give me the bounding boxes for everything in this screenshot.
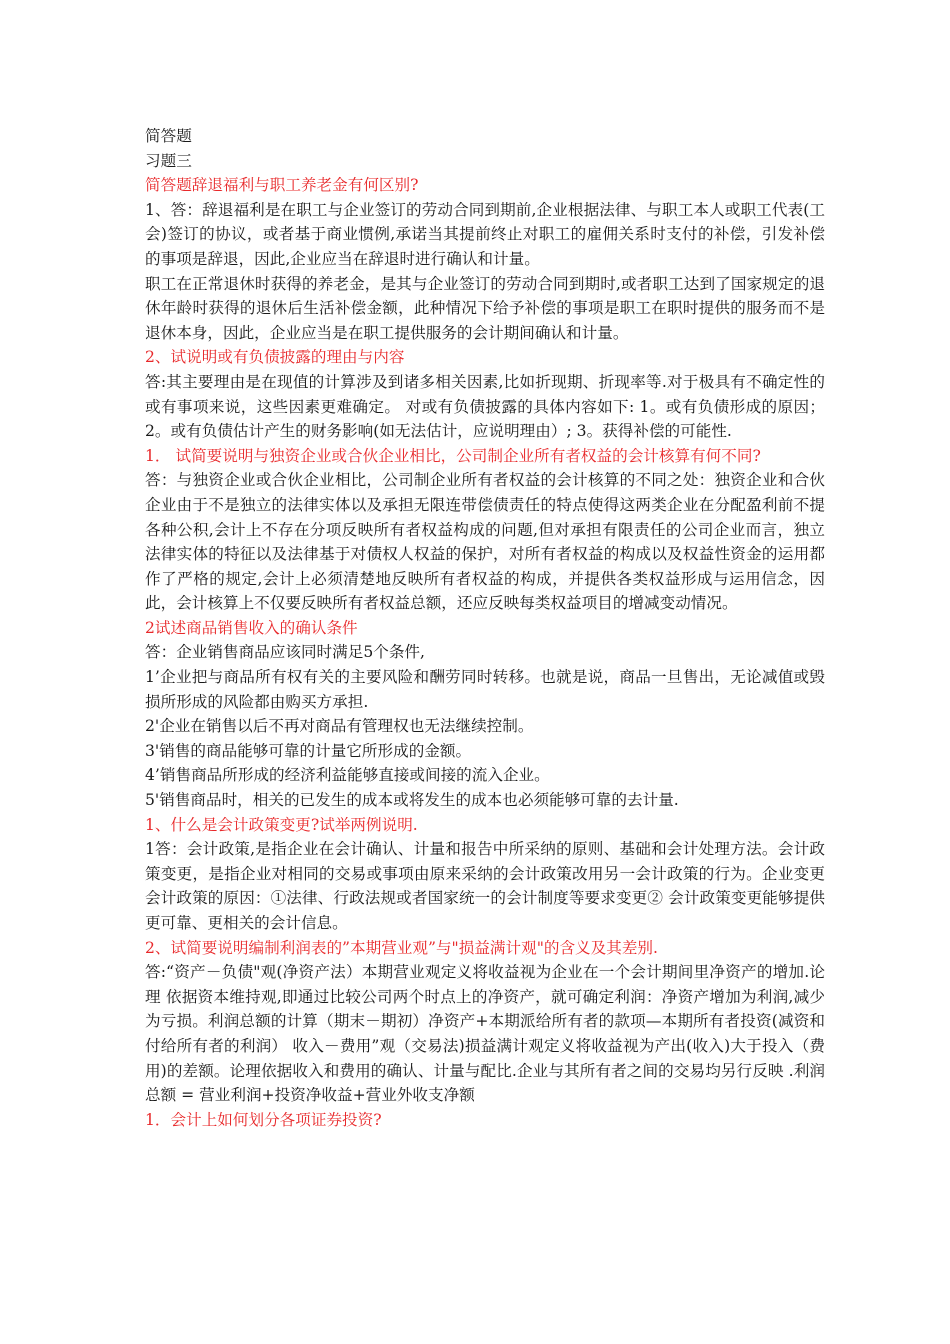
question-heading: 简答题辞退福利与职工养老金有何区别? [145,176,419,195]
question-heading: 2、试说明或有负债披露的理由与内容 [145,348,405,367]
paragraph-list [145,173,825,1132]
answer-paragraph: 答:“资产－负债"观(净资产法）本期营业观定义将收益视为企业在一个会计期间里净资产的增加.论理 依据资本维持观,即通过比较公司两个时点上的净资产，就可确定利润：净资产增加为利润,减少为亏损。利润总额的计算（期末－期初）净资产+本期派给所有者的款项—本期所有者投资(减资和付给所有者的利润） 收入－费用”观（交易法)损益满计观定义将收益视为产出(收入)大于投入（费用)的差额。论理依据收入和费用的确认、计量与配比.企业与其所有者之间的交易均另行反映 .利润总额 = 营业利润+投资净收益+营业外收支净额 [145,963,825,1105]
question-heading: 1．会计上如何划分各项证券投资? [145,1110,382,1129]
answer-paragraph: 1答：会计政策,是指企业在会计确认、计量和报告中所采纳的原则、基础和会计处理方法。会计政策变更，是指企业对相同的交易或事项由原来采纳的会计政策改用另一会计政策的行为。企业变更会计政策的原因：①法律、行政法规或者国家统一的会计制度等要求变更② 会计政策变更能够提供更可靠、更相关的会计信息。 [145,840,825,932]
question-heading: 1、什么是会计政策变更?试举两例说明. [145,815,418,834]
document-heading: 简答题 [145,127,192,145]
question-heading: 1． 试简要说明与独资企业或合伙企业相比，公司制企业所有者权益的会计核算有何不同? [145,446,761,465]
question-heading: 2试述商品销售收入的确认条件 [145,618,358,637]
answer-paragraph: 1、答：辞退福利是在职工与企业签订的劳动合同到期前,企业根据法律、与职工本人或职工代表(工会)签订的协议，或者基于商业惯例,承诺当其提前终止对职工的雇佣关系时支付的补偿，引发补偿的事项是辞退，因此,企业应当在辞退时进行确认和计量。 [145,200,825,268]
answer-paragraph: 答：与独资企业或合伙企业相比，公司制企业所有者权益的会计核算的不同之处：独资企业和合伙企业由于不是独立的法律实体以及承担无限连带偿债责任的特点使得这两类企业在分配盈利前不提各种公积,会计上不存在分项反映所有者权益构成的问题,但对承担有限责任的公司企业而言，独立法律实体的特征以及法律基于对债权人权益的保护，对所有者权益的构成以及权益性资金的运用都作了严格的规定,会计上必须清楚地反映所有者权益的构成，并提供各类权益形成与运用信念，因此，会计核算上不仅要反映所有者权益总额，还应反映每类权益项目的增减变动情况。 [145,471,825,613]
answer-paragraph: 职工在正常退休时获得的养老金，是其与企业签订的劳动合同到期时,或者职工达到了国家规定的退休年龄时获得的退休后生活补偿金额，此种情况下给予补偿的事项是职工在职时提供的服务而不是退休本身，因此，企业应当是在职工提供服务的会计期间确认和计量。 [145,274,825,342]
answer-paragraph: 答:其主要理由是在现值的计算涉及到诸多相关因素,比如折现期、折现率等.对于极具有不确定性的或有事项来说，这些因素更难确定。 对或有负债披露的具体内容如下: 1。或有负债形成的原因； 2。或有负债估计产生的财务影响(如无法估计，应说明理由）; 3。获得补偿的可能性. [145,372,825,441]
document-subheading: 习题三 [145,151,192,170]
answer-paragraph: 2'企业在销售以后不再对商品有管理权也无法继续控制。 [145,717,534,736]
answer-paragraph: 3'销售的商品能够可靠的计量它所形成的金额。 [145,741,472,760]
answer-paragraph: 答：企业销售商品应该同时满足5个条件, [145,643,425,662]
answer-paragraph: 5'销售商品时，相关的已发生的成本或将发生的成本也必须能够可靠的去计量. [145,791,679,810]
answer-paragraph: 4’销售商品所形成的经济利益能够直接或间接的流入企业。 [145,766,550,785]
document-body [145,124,825,1132]
answer-paragraph: 1’企业把与商品所有权有关的主要风险和酬劳同时转移。也就是说，商品一旦售出，无论减值或毁损所形成的风险都由购买方承担. [145,668,825,711]
question-heading: 2、试简要说明编制利润表的”本期营业观”与"损益满计观"的含义及其差别. [145,938,658,957]
